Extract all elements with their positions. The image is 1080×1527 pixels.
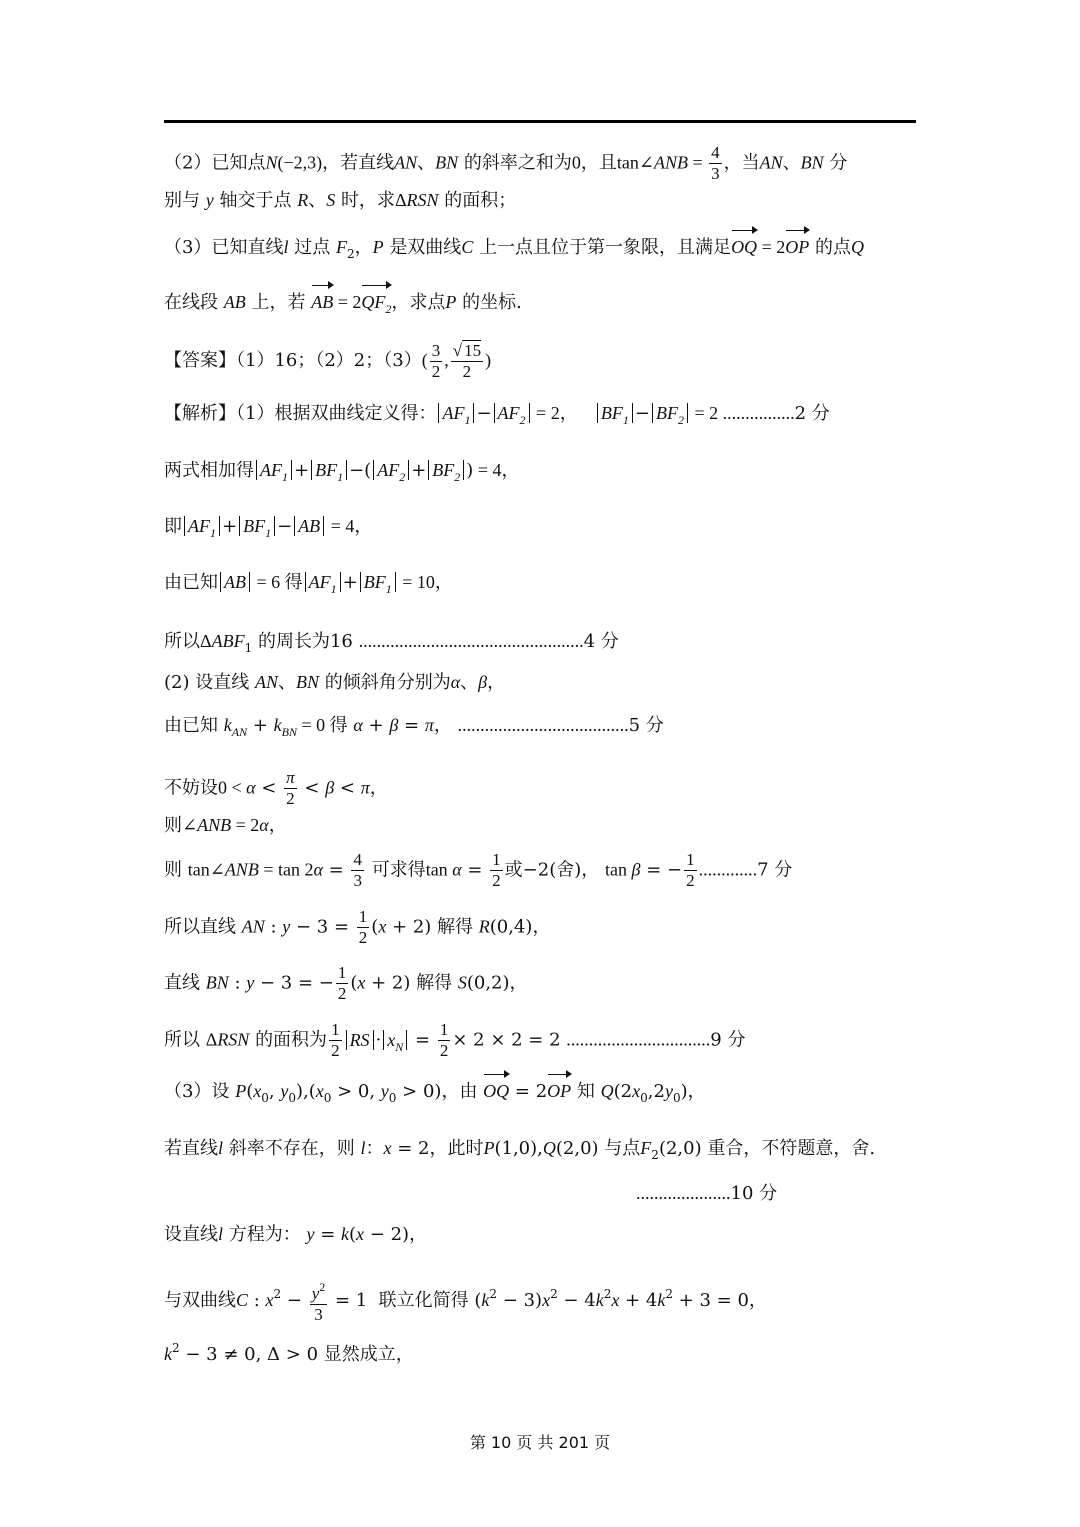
fraction-1-2c: $\frac{1}{2}$ — [358, 907, 368, 947]
text: 即 — [164, 516, 182, 537]
text: 上一点且位于第一象限，且满足 — [479, 237, 732, 258]
text: 两式相加得 — [164, 460, 254, 481]
text: 得 — [284, 572, 303, 593]
q3-line-1: （3）已知直线l 过点 $F_2$，P 是双曲线C 上一点且位于第一象限，且满足OQ = 2OP 的点Q — [164, 232, 864, 269]
answer-label: 【答案】 — [164, 350, 236, 371]
analysis-line-14: （3）设 $P(x_0$, $y_0),(x_0 > 0$, $y_0 > 0$)，由 OQ = 2OP 知 $Q(2x_0,2y_0)$， — [164, 1076, 706, 1113]
text: 分 — [829, 152, 848, 174]
header-rule — [164, 120, 916, 123]
text: 的坐标. — [462, 292, 522, 313]
fraction-y2-3: $\frac{y^2}{3}$ — [310, 1277, 328, 1325]
analysis-line-4: 由已知 AB = 6 得 $AF_1 + BF_1 = 10$， — [164, 572, 453, 596]
text: 与双曲线 — [164, 1290, 236, 1311]
analysis-line-11: 所以直线 AN : y − 3 = $\frac{1}{2}$ (x + 2) 解得 R(0,4)， — [164, 907, 551, 947]
fraction-4-3b: $\frac{4}{3}$ — [353, 850, 362, 890]
fraction-1-2: $\frac{1}{2}$ — [492, 850, 501, 890]
text: 与点 — [604, 1138, 641, 1159]
text: 所以 — [164, 631, 200, 652]
fraction-1-2b: $\frac{1}{2}$ — [686, 850, 695, 890]
text: 轴交于点 — [219, 190, 292, 211]
analysis-line-15: 若直线l 斜率不存在，则 l：x = 2，此时P(1,0),Q(2,0) 与点$F_2(2,0)$ 重合，不符题意，舍. — [164, 1138, 876, 1162]
text: 若直线 — [164, 1138, 218, 1159]
text: 解得 — [437, 916, 474, 938]
text: 所以直线 — [164, 916, 236, 938]
text: 则 — [164, 859, 182, 881]
fraction-1-2d: $\frac{1}{2}$ — [337, 963, 347, 1003]
text: 的面积为 — [255, 1029, 328, 1051]
analysis-line-1: 【解析】（1）根据双曲线定义得： $AF_1 - AF_2 = 2$， $BF_1 - BF_2 = 2$ ................2 分 — [164, 403, 830, 427]
text: 斜率不存在，则 — [228, 1138, 355, 1159]
text: 别与 — [164, 190, 200, 211]
score: 9 分 — [710, 1029, 746, 1051]
text: 过点 — [294, 237, 331, 258]
analysis-line-13: 所以 ΔRSN 的面积为 $\frac{1}{2}$ RS · $x_N$ = $\frac{1}{2}$ × 2 × 2 = 2 ................................9 分 — [164, 1020, 746, 1060]
text: （3）已知直线 — [164, 237, 284, 258]
score: 4 分 — [583, 631, 619, 652]
text: （3）设 — [164, 1081, 230, 1102]
text: 联立化简得 — [378, 1290, 469, 1311]
text: 由 — [459, 1081, 478, 1102]
text: 或−2(舍)， — [504, 859, 600, 881]
fraction-sqrt15-2: $\frac{√ 15}{2}$ — [452, 341, 482, 381]
page-footer: 第 10 页 共 201 页 — [469, 1433, 611, 1452]
q2-line-2: 别与 y 轴交于点 R、S 时，求ΔRSN 的面积； — [164, 190, 517, 211]
text: 上，若 — [251, 292, 306, 313]
fraction-pi-2: $\frac{\pi}{2}$ — [286, 768, 295, 808]
text: 由已知 — [164, 715, 218, 736]
text: 的倾斜角分别为 — [324, 672, 451, 693]
answer-text: （1）16；（2）2；（3） — [236, 350, 422, 371]
fraction-4-3: $\frac{4}{3}$ — [711, 143, 720, 183]
analysis-line-17: 设直线l 方程为： y = k(x − 2)， — [164, 1224, 428, 1245]
text: ，且 — [580, 152, 617, 174]
score: 5 分 — [628, 715, 664, 736]
analysis-line-2: 两式相加得 $AF_1 + BF_1$ −( $AF_2 + BF_2$ ) = 4， — [164, 460, 520, 484]
text: (2) 设直线 — [164, 672, 250, 693]
score: 2 分 — [794, 403, 830, 424]
text: ，求点 — [391, 292, 446, 313]
text: 显然成立， — [323, 1344, 414, 1365]
answer-line: 【答案】（1）16；（2）2；（3）( $\frac{3}{2}$ , $\frac{√ 15}{2}$ ) — [164, 340, 492, 381]
text: 知 — [576, 1081, 595, 1102]
text: ，当 — [723, 152, 760, 174]
text: 的斜率之和为 — [463, 152, 572, 174]
analysis-line-9: 则∠ANB = 2α， — [164, 815, 287, 836]
text: 则 — [164, 815, 182, 836]
score: 10 分 — [730, 1183, 778, 1204]
fraction-3-2: $\frac{3}{2}$ — [431, 340, 441, 381]
analysis-line-7: 由已知 $k_{AN} + k_{BN} = 0$ 得 α + β = π， ......................................5 分 — [164, 715, 664, 739]
q2-line-1: （2）已知点N(−2,3)，若直线AN、BN 的斜率之和为0，且tan∠ANB = $\frac{4}{3}$ ，当AN、BN 分 — [164, 143, 848, 183]
analysis-line-6: (2) 设直线 AN、BN 的倾斜角分别为α、β， — [164, 672, 506, 693]
analysis-line-8: 不妨设0 < α < $\frac{\pi}{2}$ < β < π， — [164, 768, 388, 808]
text: 由已知 — [164, 572, 218, 593]
analysis-line-5: 所以$\Delta ABF_1$ 的周长为16 ..................................................4 分 — [164, 631, 619, 655]
text: 的点 — [814, 237, 851, 258]
analysis-line-10: 则 tan∠ANB = tan 2α = $\frac{4}{3}$ 可求得tan α = $\frac{1}{2}$ 或−2(舍)， tan β = − $\frac{1}{2}$ .............7 分 — [164, 850, 793, 890]
q3-line-2: 在线段 AB 上，若 AB = $2QF_2$，求点P 的坐标. — [164, 287, 522, 324]
text: 所以 — [164, 1029, 200, 1051]
text: 设直线 — [164, 1224, 218, 1245]
analysis-line-3: 即 $AF_1 + BF_1$ − AB = 4， — [164, 516, 373, 540]
analysis-line-12: 直线 BN : y − 3 = − $\frac{1}{2}$ (x + 2) 解得 S(0,2)， — [164, 963, 528, 1003]
analysis-line-18: 与双曲线C : $x^2$ − $\frac{y^2}{3}$ = 1 联立化简得 $(k^2 - 3)x^2 - 4k^2x + 4k^2 + 3 = 0$， — [164, 1277, 767, 1325]
text: 是双曲线 — [389, 237, 462, 258]
score: 7 分 — [757, 859, 793, 881]
fraction-1-2e: $\frac{1}{2}$ — [331, 1020, 340, 1060]
analysis-label: 【解析】 — [164, 403, 236, 424]
text: 得 — [329, 715, 348, 736]
fraction-1-2f: $\frac{1}{2}$ — [439, 1020, 449, 1060]
text: 重合，不符题意，舍. — [707, 1138, 876, 1159]
text: 在线段 — [164, 292, 218, 313]
analysis-line-16: .....................10 分 — [636, 1183, 778, 1204]
text: 解得 — [416, 972, 453, 994]
text: 的周长为16 — [257, 631, 353, 652]
text: （2）已知点 — [164, 152, 266, 174]
text: 时，求 — [340, 190, 395, 211]
text: 可求得 — [371, 859, 426, 881]
text: （1）根据双曲线定义得： — [236, 403, 437, 424]
text: 的面积； — [444, 190, 517, 211]
text: ，此时 — [429, 1138, 484, 1159]
text: ，若直线 — [322, 152, 395, 174]
text: 方程为： — [228, 1224, 301, 1245]
text: 直线 — [164, 972, 200, 994]
text: 不妨设 — [164, 777, 218, 799]
analysis-line-19: $k^2 - 3 \ne 0$, Δ > 0 显然成立， — [164, 1341, 414, 1365]
